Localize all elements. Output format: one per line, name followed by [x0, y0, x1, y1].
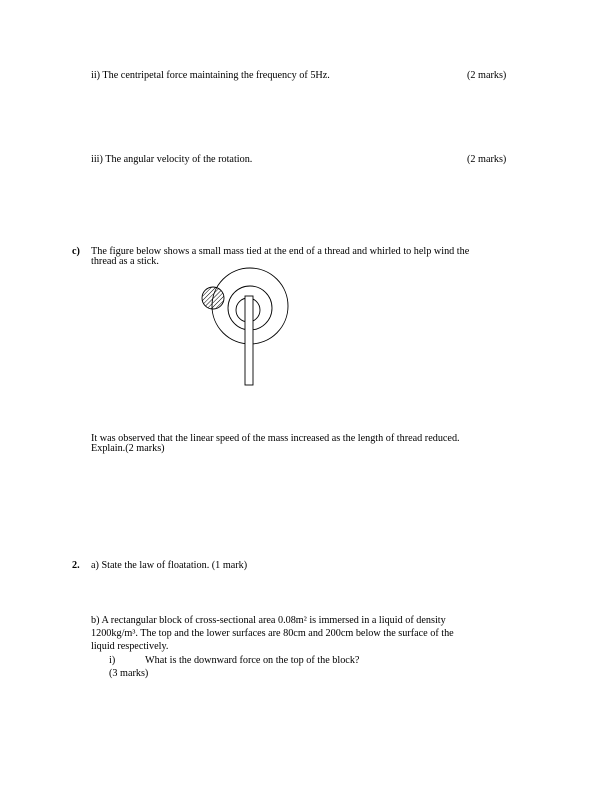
q1c-label: c) — [72, 246, 80, 257]
q1c-line1: The figure below shows a small mass tied at the end of a thread and whirled to help wind the — [91, 246, 470, 257]
q2-number: 2. — [72, 560, 80, 571]
q1b-iii-text: iii) The angular velocity of the rotation. — [91, 154, 253, 165]
q2-b-i-label: i) — [109, 655, 116, 666]
q1b-iii-marks: (2 marks) — [467, 154, 507, 165]
q2-b-i-marks: (3 marks) — [109, 668, 149, 679]
q1b-ii-text: ii) The centripetal force maintaining the frequency of 5Hz. — [91, 70, 330, 81]
stick — [245, 296, 253, 385]
q2-b-line1: b) A rectangular block of cross-sectional area 0.08m² is immersed in a liquid of density — [91, 615, 446, 626]
q1c-observation-line1: It was observed that the linear speed of the mass increased as the length of thread reduced. — [91, 433, 460, 444]
whirling-mass-diagram — [196, 260, 296, 390]
q2-b-i-text: What is the downward force on the top of the block? — [145, 655, 360, 666]
q2-a-text: a) State the law of floatation. (1 mark) — [91, 560, 248, 571]
q2-b-line2: 1200kg/m³. The top and the lower surfaces are 80cm and 200cm below the surface of the — [91, 628, 454, 639]
small-mass — [202, 287, 224, 309]
q1b-ii-marks: (2 marks) — [467, 70, 507, 81]
q1c-line2: thread as a stick. — [91, 256, 159, 267]
q1c-observation-line2: Explain.(2 marks) — [91, 443, 165, 454]
q2-b-line3: liquid respectively. — [91, 641, 169, 652]
